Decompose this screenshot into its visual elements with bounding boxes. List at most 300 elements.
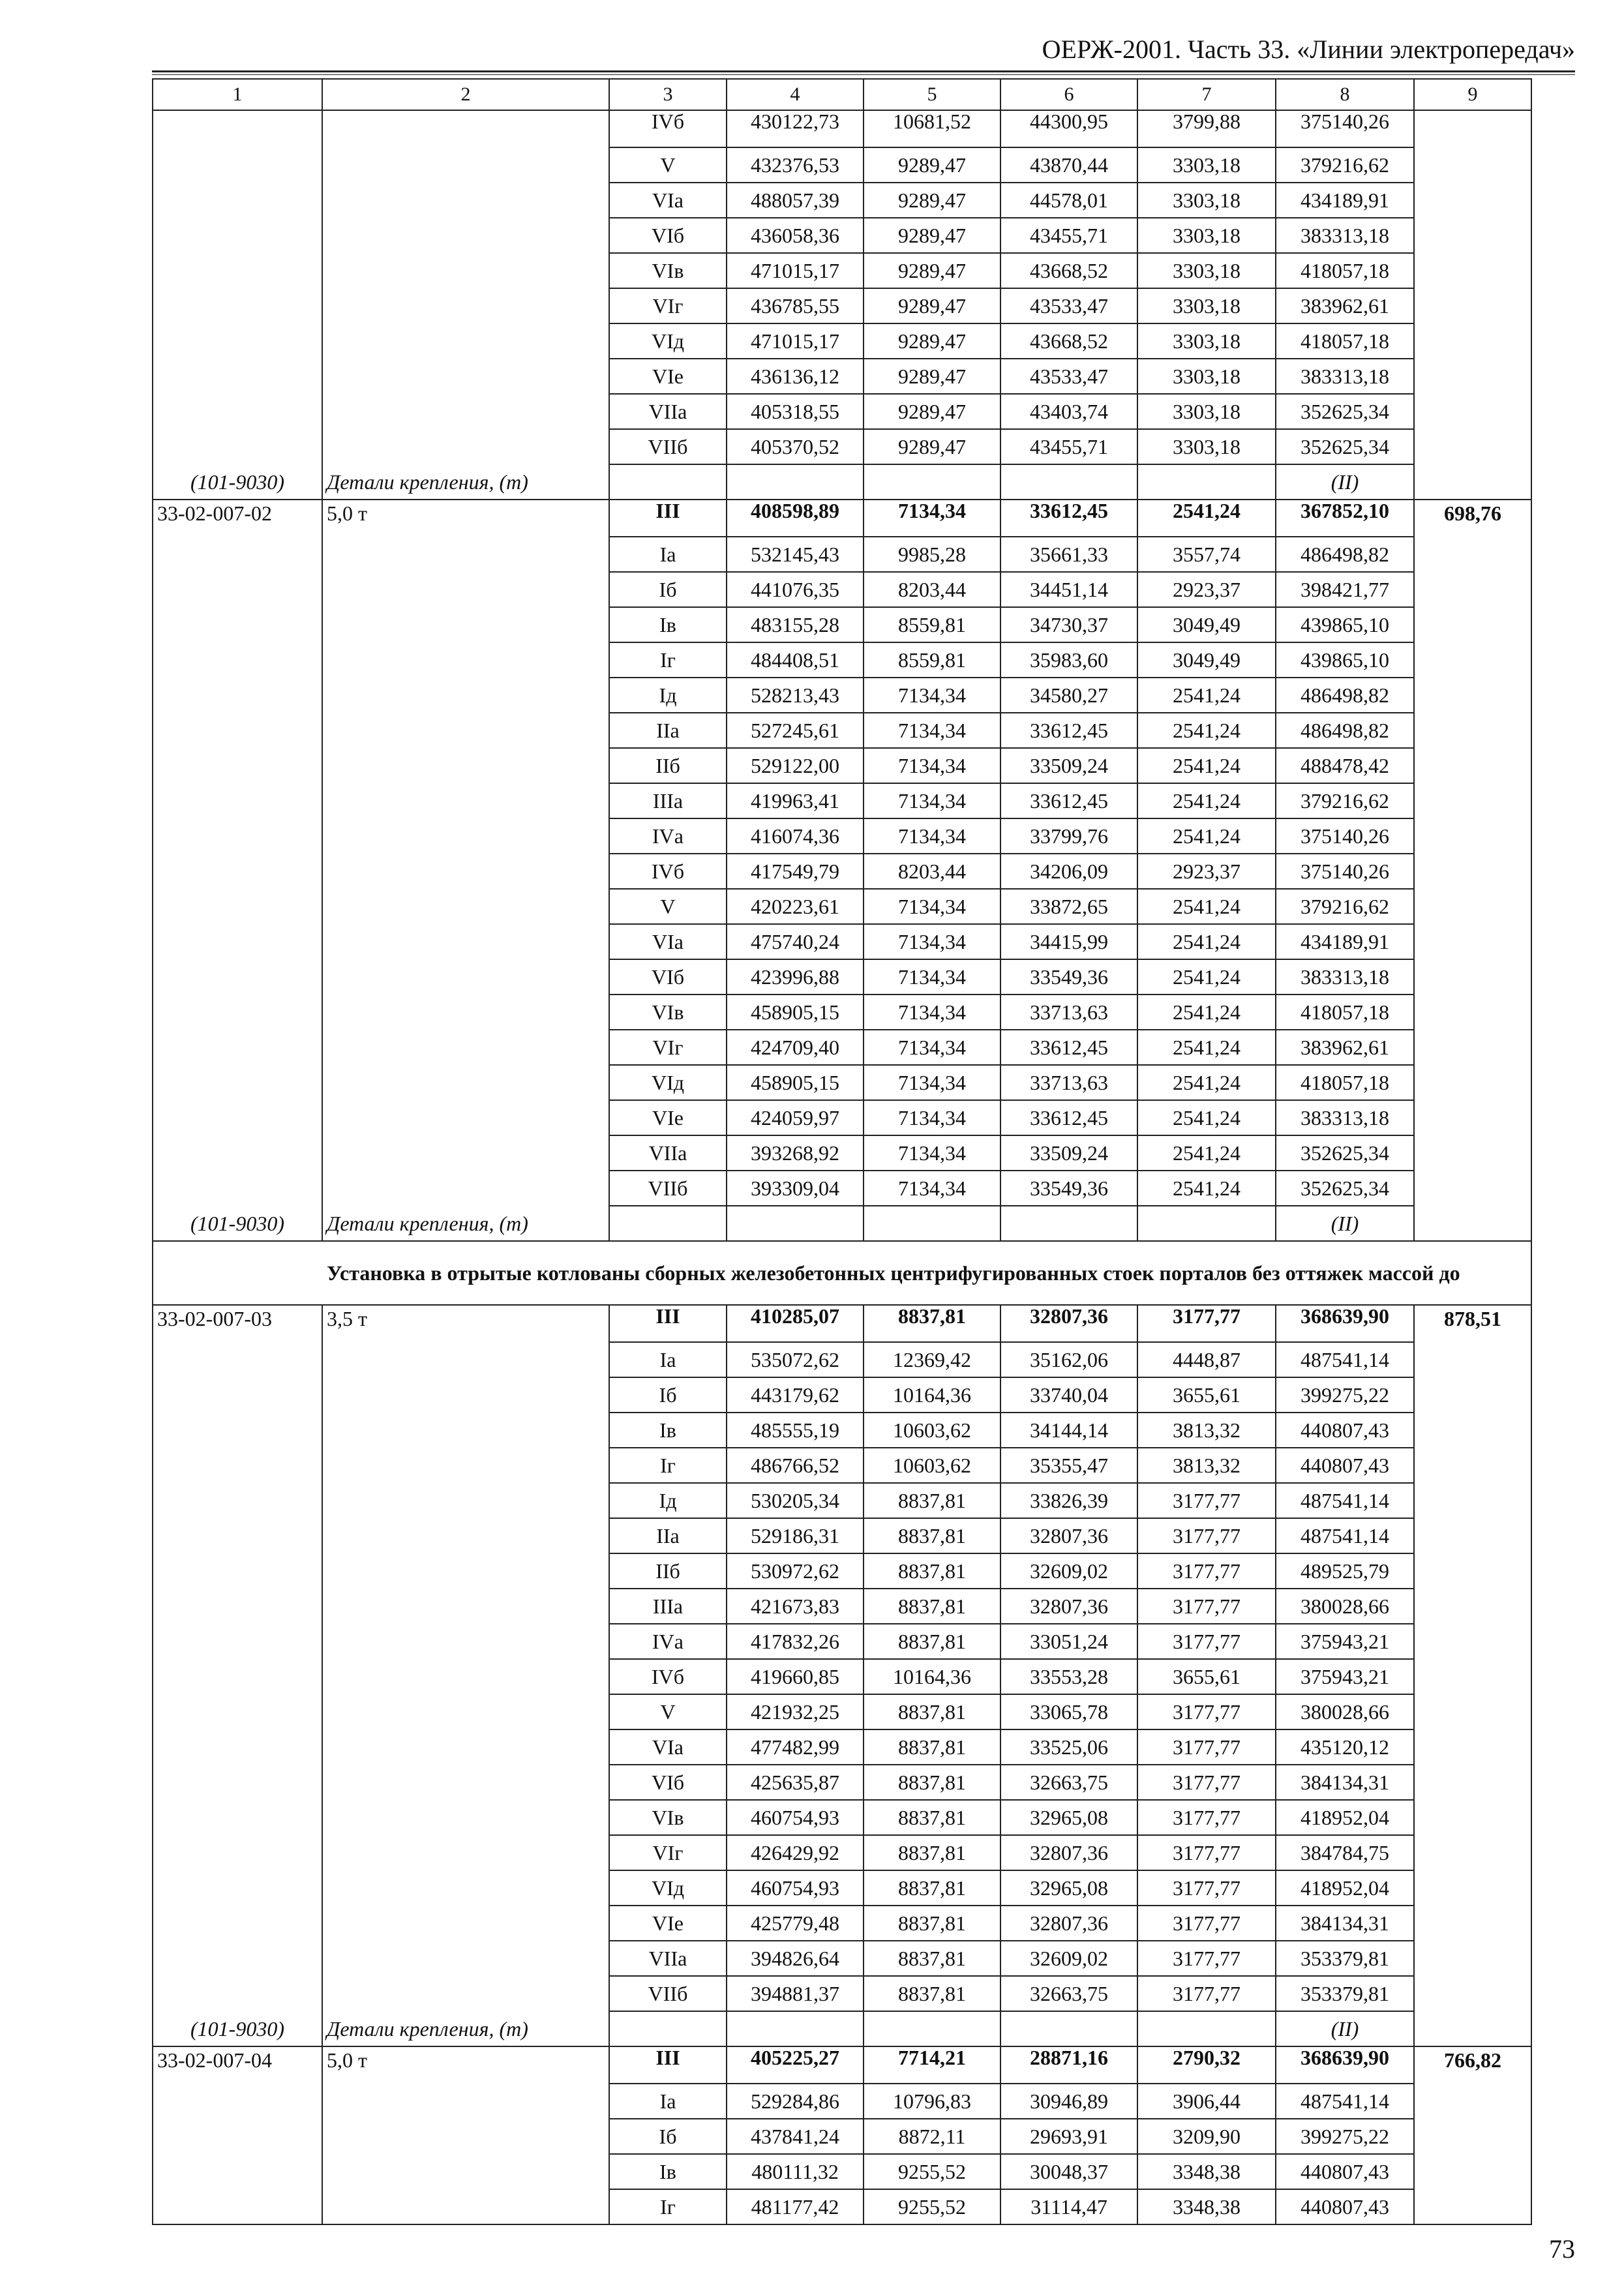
value-cell: 33549,36 — [1000, 1171, 1137, 1206]
value-cell: 3303,18 — [1137, 183, 1276, 218]
column-9-cell — [1414, 218, 1531, 253]
table-row — [153, 854, 1531, 889]
work-code-cell — [153, 2119, 322, 2154]
value-cell: 379216,62 — [1276, 889, 1414, 924]
work-code-cell — [153, 147, 322, 183]
table-row — [153, 2046, 1531, 2084]
value-cell: 487541,14 — [1276, 1342, 1414, 1377]
work-description-cell — [322, 1171, 609, 1206]
table-row — [153, 1941, 1531, 1976]
value-cell: 383313,18 — [1276, 959, 1414, 995]
value-cell: 3049,49 — [1137, 642, 1276, 678]
empty-cell — [727, 464, 864, 500]
column-number-row — [153, 79, 1531, 110]
value-cell: 417832,26 — [727, 1624, 864, 1659]
value-cell: 2541,24 — [1137, 995, 1276, 1030]
fastening-details-row — [153, 2011, 1531, 2046]
column-9-cell — [1414, 748, 1531, 783]
work-code-cell — [153, 1030, 322, 1065]
header-rule-thin — [152, 74, 1575, 75]
work-description-cell — [322, 783, 609, 818]
value-cell: 7134,34 — [864, 995, 1000, 1030]
table-row — [153, 253, 1531, 288]
value-cell: 405225,27 — [727, 2046, 864, 2084]
table-row — [153, 1413, 1531, 1448]
value-cell: 436785,55 — [727, 288, 864, 323]
column-9-cell — [1414, 854, 1531, 889]
value-cell: 530205,34 — [727, 1483, 864, 1518]
work-description-cell — [322, 1870, 609, 1906]
work-description-cell — [322, 323, 609, 359]
zone-cell: VIб — [609, 218, 727, 253]
value-cell: 458905,15 — [727, 995, 864, 1030]
column-9-cell — [1414, 1377, 1531, 1413]
value-cell: 3303,18 — [1137, 147, 1276, 183]
value-cell: 9289,47 — [864, 394, 1000, 429]
table-row — [153, 2119, 1531, 2154]
work-description-cell — [322, 1976, 609, 2011]
column-9-cell: 878,51 — [1414, 1305, 1531, 1342]
value-cell: 33051,24 — [1000, 1624, 1137, 1659]
table-row — [153, 2189, 1531, 2224]
value-cell: 9255,52 — [864, 2189, 1000, 2224]
value-cell: 430122,73 — [727, 110, 864, 147]
work-code-cell: 33-02-007-04 — [153, 2046, 322, 2084]
value-cell: 33826,39 — [1000, 1483, 1137, 1518]
value-cell: 405318,55 — [727, 394, 864, 429]
value-cell: 418057,18 — [1276, 1065, 1414, 1100]
value-cell: 3177,77 — [1137, 1553, 1276, 1589]
work-description-cell — [322, 854, 609, 889]
zone-cell: V — [609, 1694, 727, 1729]
column-number: 8 — [1276, 79, 1414, 110]
table-row — [153, 110, 1531, 147]
value-cell: 440807,43 — [1276, 2189, 1414, 2224]
value-cell: 33612,45 — [1000, 713, 1137, 748]
column-9-cell — [1414, 2189, 1531, 2224]
work-description-cell — [322, 1589, 609, 1624]
value-cell: 477482,99 — [727, 1729, 864, 1765]
value-cell: 535072,62 — [727, 1342, 864, 1377]
work-description-cell — [322, 818, 609, 854]
value-cell: 8837,81 — [864, 1765, 1000, 1800]
zone-cell: Iв — [609, 2154, 727, 2189]
table-row — [153, 218, 1531, 253]
value-cell: 8837,81 — [864, 1835, 1000, 1870]
value-cell: 393268,92 — [727, 1135, 864, 1171]
work-code-cell — [153, 359, 322, 394]
value-cell: 439865,10 — [1276, 607, 1414, 642]
work-code-cell — [153, 1729, 322, 1765]
work-description-cell — [322, 183, 609, 218]
value-cell: 419963,41 — [727, 783, 864, 818]
column-9-cell — [1414, 359, 1531, 394]
zone-cell: IVа — [609, 1624, 727, 1659]
column-9-cell — [1414, 1171, 1531, 1206]
column-9-cell — [1414, 1553, 1531, 1589]
section-heading-row — [153, 1241, 1531, 1305]
column-9-cell: 766,82 — [1414, 2046, 1531, 2084]
value-cell: 2541,24 — [1137, 678, 1276, 713]
column-number: 6 — [1000, 79, 1137, 110]
value-cell: 7134,34 — [864, 1135, 1000, 1171]
value-cell: 8837,81 — [864, 1906, 1000, 1941]
column-9-cell — [1414, 713, 1531, 748]
value-cell: 487541,14 — [1276, 1518, 1414, 1553]
value-cell: 375140,26 — [1276, 818, 1414, 854]
value-cell: 2541,24 — [1137, 1135, 1276, 1171]
work-description-cell — [322, 2154, 609, 2189]
value-cell: 9985,28 — [864, 537, 1000, 572]
work-code-cell — [153, 1835, 322, 1870]
table-row — [153, 1377, 1531, 1413]
value-cell: 383962,61 — [1276, 1030, 1414, 1065]
value-cell: 418952,04 — [1276, 1800, 1414, 1835]
value-cell: 32807,36 — [1000, 1518, 1137, 1553]
column-9-cell: 698,76 — [1414, 500, 1531, 537]
value-cell: 2541,24 — [1137, 713, 1276, 748]
value-cell: 33713,63 — [1000, 995, 1137, 1030]
work-description-cell — [322, 359, 609, 394]
value-cell: 8837,81 — [864, 1589, 1000, 1624]
value-cell: 28871,16 — [1000, 2046, 1137, 2084]
value-cell: 530972,62 — [727, 1553, 864, 1589]
table-row — [153, 1518, 1531, 1553]
value-cell: 35983,60 — [1000, 642, 1137, 678]
work-code-cell — [153, 1171, 322, 1206]
work-code-cell — [153, 924, 322, 959]
zone-cell: VIв — [609, 1800, 727, 1835]
value-cell: 10603,62 — [864, 1413, 1000, 1448]
work-code-cell — [153, 1694, 322, 1729]
value-cell: 3177,77 — [1137, 1305, 1276, 1342]
work-code-cell — [153, 429, 322, 464]
value-cell: 398421,77 — [1276, 572, 1414, 607]
value-cell: 440807,43 — [1276, 1413, 1414, 1448]
value-cell: 9255,52 — [864, 2154, 1000, 2189]
table-row — [153, 1030, 1531, 1065]
zone-cell: IIа — [609, 1518, 727, 1553]
column-9-cell — [1414, 110, 1531, 147]
column-9-cell — [1414, 1694, 1531, 1729]
work-description-cell — [322, 1100, 609, 1135]
value-cell: 3177,77 — [1137, 1518, 1276, 1553]
work-description-cell — [322, 429, 609, 464]
value-cell: 32965,08 — [1000, 1870, 1137, 1906]
value-cell: 32807,36 — [1000, 1906, 1137, 1941]
table-row — [153, 1835, 1531, 1870]
work-code-cell — [153, 1448, 322, 1483]
value-cell: 33612,45 — [1000, 783, 1137, 818]
value-cell: 3348,38 — [1137, 2154, 1276, 2189]
value-cell: 383313,18 — [1276, 1100, 1414, 1135]
value-cell: 410285,07 — [727, 1305, 864, 1342]
table-row — [153, 642, 1531, 678]
value-cell: 7134,34 — [864, 783, 1000, 818]
value-cell: 2541,24 — [1137, 889, 1276, 924]
zone-cell: Iа — [609, 2084, 727, 2119]
work-code-cell — [153, 253, 322, 288]
work-description-cell — [322, 1448, 609, 1483]
work-description-cell — [322, 748, 609, 783]
zone-cell: VIд — [609, 323, 727, 359]
value-cell: 29693,91 — [1000, 2119, 1137, 2154]
value-cell: 3303,18 — [1137, 359, 1276, 394]
value-cell: 375140,26 — [1276, 110, 1414, 147]
value-cell: 375943,21 — [1276, 1659, 1414, 1694]
column-9-cell — [1414, 394, 1531, 429]
value-cell: 393309,04 — [727, 1171, 864, 1206]
table-row — [153, 1342, 1531, 1377]
value-cell: 418057,18 — [1276, 995, 1414, 1030]
work-description-cell — [322, 218, 609, 253]
value-cell: 33065,78 — [1000, 1694, 1137, 1729]
table-row — [153, 1305, 1531, 1342]
value-cell: 432376,53 — [727, 147, 864, 183]
value-cell: 43668,52 — [1000, 323, 1137, 359]
value-cell: 33509,24 — [1000, 1135, 1137, 1171]
work-code-cell — [153, 183, 322, 218]
value-cell: 3177,77 — [1137, 1976, 1276, 2011]
value-cell: 483155,28 — [727, 607, 864, 642]
value-cell: 33525,06 — [1000, 1729, 1137, 1765]
value-cell: 3813,32 — [1137, 1448, 1276, 1483]
work-description-cell — [322, 110, 609, 147]
value-cell: 33799,76 — [1000, 818, 1137, 854]
value-cell: 10164,36 — [864, 1377, 1000, 1413]
zone-cell: IIIа — [609, 783, 727, 818]
resource-description-cell: Детали крепления, (т) — [322, 1206, 609, 1241]
value-cell: 399275,22 — [1276, 2119, 1414, 2154]
zone-cell: III — [609, 500, 727, 537]
value-cell: 475740,24 — [727, 924, 864, 959]
table-row — [153, 1100, 1531, 1135]
value-cell: 3303,18 — [1137, 429, 1276, 464]
value-cell: 394826,64 — [727, 1941, 864, 1976]
value-cell: 394881,37 — [727, 1976, 864, 2011]
value-cell: 32965,08 — [1000, 1800, 1137, 1835]
zone-cell: Iб — [609, 2119, 727, 2154]
value-cell: 33612,45 — [1000, 500, 1137, 537]
value-cell: 3177,77 — [1137, 1941, 1276, 1976]
value-cell: 31114,47 — [1000, 2189, 1137, 2224]
column-9-cell — [1414, 147, 1531, 183]
work-description-cell: 5,0 т — [322, 500, 609, 537]
zone-cell: V — [609, 889, 727, 924]
value-cell: 2923,37 — [1137, 572, 1276, 607]
value-cell: 405370,52 — [727, 429, 864, 464]
table-row — [153, 1448, 1531, 1483]
column-9-cell — [1414, 959, 1531, 995]
work-code-cell — [153, 1624, 322, 1659]
table-row — [153, 1659, 1531, 1694]
value-cell: 9289,47 — [864, 323, 1000, 359]
value-cell: 30048,37 — [1000, 2154, 1137, 2189]
value-cell: 8203,44 — [864, 854, 1000, 889]
column-9-cell — [1414, 678, 1531, 713]
zone-cell: VIд — [609, 1065, 727, 1100]
value-cell: 8837,81 — [864, 1624, 1000, 1659]
zone-cell: VIб — [609, 959, 727, 995]
value-cell: 9289,47 — [864, 183, 1000, 218]
value-cell: 437841,24 — [727, 2119, 864, 2154]
column-9-cell — [1414, 2084, 1531, 2119]
value-cell: 8872,11 — [864, 2119, 1000, 2154]
value-cell: 399275,22 — [1276, 1377, 1414, 1413]
zone-cell: Iд — [609, 1483, 727, 1518]
value-cell: 44578,01 — [1000, 183, 1137, 218]
price-table-body — [153, 79, 1531, 2224]
table-row — [153, 2154, 1531, 2189]
column-9-cell — [1414, 1800, 1531, 1835]
table-row — [153, 572, 1531, 607]
value-cell: 43403,74 — [1000, 394, 1137, 429]
work-code-cell — [153, 959, 322, 995]
value-cell: 383313,18 — [1276, 218, 1414, 253]
value-cell: 33872,65 — [1000, 889, 1137, 924]
column-9-cell — [1414, 2154, 1531, 2189]
work-code-cell — [153, 1518, 322, 1553]
value-cell: 34451,14 — [1000, 572, 1137, 607]
zone-cell: IVа — [609, 818, 727, 854]
table-row — [153, 359, 1531, 394]
value-cell: 2541,24 — [1137, 748, 1276, 783]
empty-cell — [1000, 2011, 1137, 2046]
value-cell: 33740,04 — [1000, 1377, 1137, 1413]
value-cell: 440807,43 — [1276, 2154, 1414, 2189]
value-cell: 3303,18 — [1137, 288, 1276, 323]
value-cell: 8559,81 — [864, 642, 1000, 678]
work-code-cell — [153, 537, 322, 572]
table-row — [153, 1800, 1531, 1835]
value-cell: 10681,52 — [864, 110, 1000, 147]
table-row — [153, 1870, 1531, 1906]
table-row — [153, 959, 1531, 995]
table-row — [153, 183, 1531, 218]
table-row — [153, 678, 1531, 713]
zone-cell: VIIб — [609, 429, 727, 464]
work-description-cell — [322, 288, 609, 323]
value-cell: 2541,24 — [1137, 1065, 1276, 1100]
value-cell: 9289,47 — [864, 429, 1000, 464]
value-cell: 33713,63 — [1000, 1065, 1137, 1100]
column-9-cell — [1414, 642, 1531, 678]
resource-unit-cell: (II) — [1276, 2011, 1414, 2046]
work-description-cell — [322, 1483, 609, 1518]
column-9-cell — [1414, 183, 1531, 218]
zone-cell: VIа — [609, 924, 727, 959]
work-code-cell — [153, 1941, 322, 1976]
column-9-cell — [1414, 1624, 1531, 1659]
value-cell: 424709,40 — [727, 1030, 864, 1065]
value-cell: 43533,47 — [1000, 288, 1137, 323]
table-row — [153, 783, 1531, 818]
column-number: 3 — [609, 79, 727, 110]
table-row — [153, 713, 1531, 748]
zone-cell: IVб — [609, 110, 727, 147]
value-cell: 488057,39 — [727, 183, 864, 218]
value-cell: 486498,82 — [1276, 713, 1414, 748]
value-cell: 32807,36 — [1000, 1305, 1137, 1342]
empty-cell — [609, 2011, 727, 2046]
value-cell: 3906,44 — [1137, 2084, 1276, 2119]
table-row — [153, 1171, 1531, 1206]
zone-cell: Iб — [609, 1377, 727, 1413]
work-code-cell — [153, 713, 322, 748]
value-cell: 434189,91 — [1276, 924, 1414, 959]
work-code-cell — [153, 1765, 322, 1800]
work-description-cell — [322, 678, 609, 713]
value-cell: 34580,27 — [1000, 678, 1137, 713]
value-cell: 2541,24 — [1137, 783, 1276, 818]
value-cell: 7134,34 — [864, 748, 1000, 783]
column-9-cell — [1414, 1976, 1531, 2011]
column-9-cell — [1414, 572, 1531, 607]
column-9-cell — [1414, 323, 1531, 359]
column-9-cell — [1414, 995, 1531, 1030]
value-cell: 529284,86 — [727, 2084, 864, 2119]
value-cell: 434189,91 — [1276, 183, 1414, 218]
table-row — [153, 607, 1531, 642]
column-9-cell — [1414, 1100, 1531, 1135]
value-cell: 3177,77 — [1137, 1800, 1276, 1835]
resource-code-cell: (101-9030) — [153, 1206, 322, 1241]
value-cell: 418952,04 — [1276, 1870, 1414, 1906]
value-cell: 3177,77 — [1137, 1729, 1276, 1765]
column-9-cell — [1414, 1065, 1531, 1100]
work-code-cell: 33-02-007-02 — [153, 500, 322, 537]
work-code-cell — [153, 1413, 322, 1448]
zone-cell: VIIа — [609, 1135, 727, 1171]
work-code-cell — [153, 678, 322, 713]
work-description-cell — [322, 1659, 609, 1694]
value-cell: 9289,47 — [864, 288, 1000, 323]
column-9-cell — [1414, 288, 1531, 323]
value-cell: 480111,32 — [727, 2154, 864, 2189]
value-cell: 441076,35 — [727, 572, 864, 607]
work-description-cell — [322, 607, 609, 642]
value-cell: 2790,32 — [1137, 2046, 1276, 2084]
value-cell: 33553,28 — [1000, 1659, 1137, 1694]
work-description-cell — [322, 394, 609, 429]
work-description-cell — [322, 995, 609, 1030]
value-cell: 352625,34 — [1276, 1171, 1414, 1206]
value-cell: 436136,12 — [727, 359, 864, 394]
column-9-cell — [1414, 429, 1531, 464]
column-9-cell — [1414, 818, 1531, 854]
work-description-cell — [322, 889, 609, 924]
value-cell: 7134,34 — [864, 889, 1000, 924]
column-9-cell — [1414, 1659, 1531, 1694]
work-code-cell — [153, 607, 322, 642]
resource-unit-cell: (II) — [1276, 464, 1414, 500]
empty-cell — [1000, 464, 1137, 500]
value-cell: 375140,26 — [1276, 854, 1414, 889]
work-code-cell — [153, 218, 322, 253]
work-code-cell — [153, 1870, 322, 1906]
column-9-cell — [1414, 889, 1531, 924]
table-row — [153, 889, 1531, 924]
zone-cell: Iб — [609, 572, 727, 607]
table-row — [153, 1694, 1531, 1729]
value-cell: 3557,74 — [1137, 537, 1276, 572]
work-description-cell — [322, 1065, 609, 1100]
work-code-cell — [153, 1976, 322, 2011]
value-cell: 481177,42 — [727, 2189, 864, 2224]
value-cell: 489525,79 — [1276, 1553, 1414, 1589]
work-description-cell — [322, 147, 609, 183]
work-description-cell — [322, 2084, 609, 2119]
